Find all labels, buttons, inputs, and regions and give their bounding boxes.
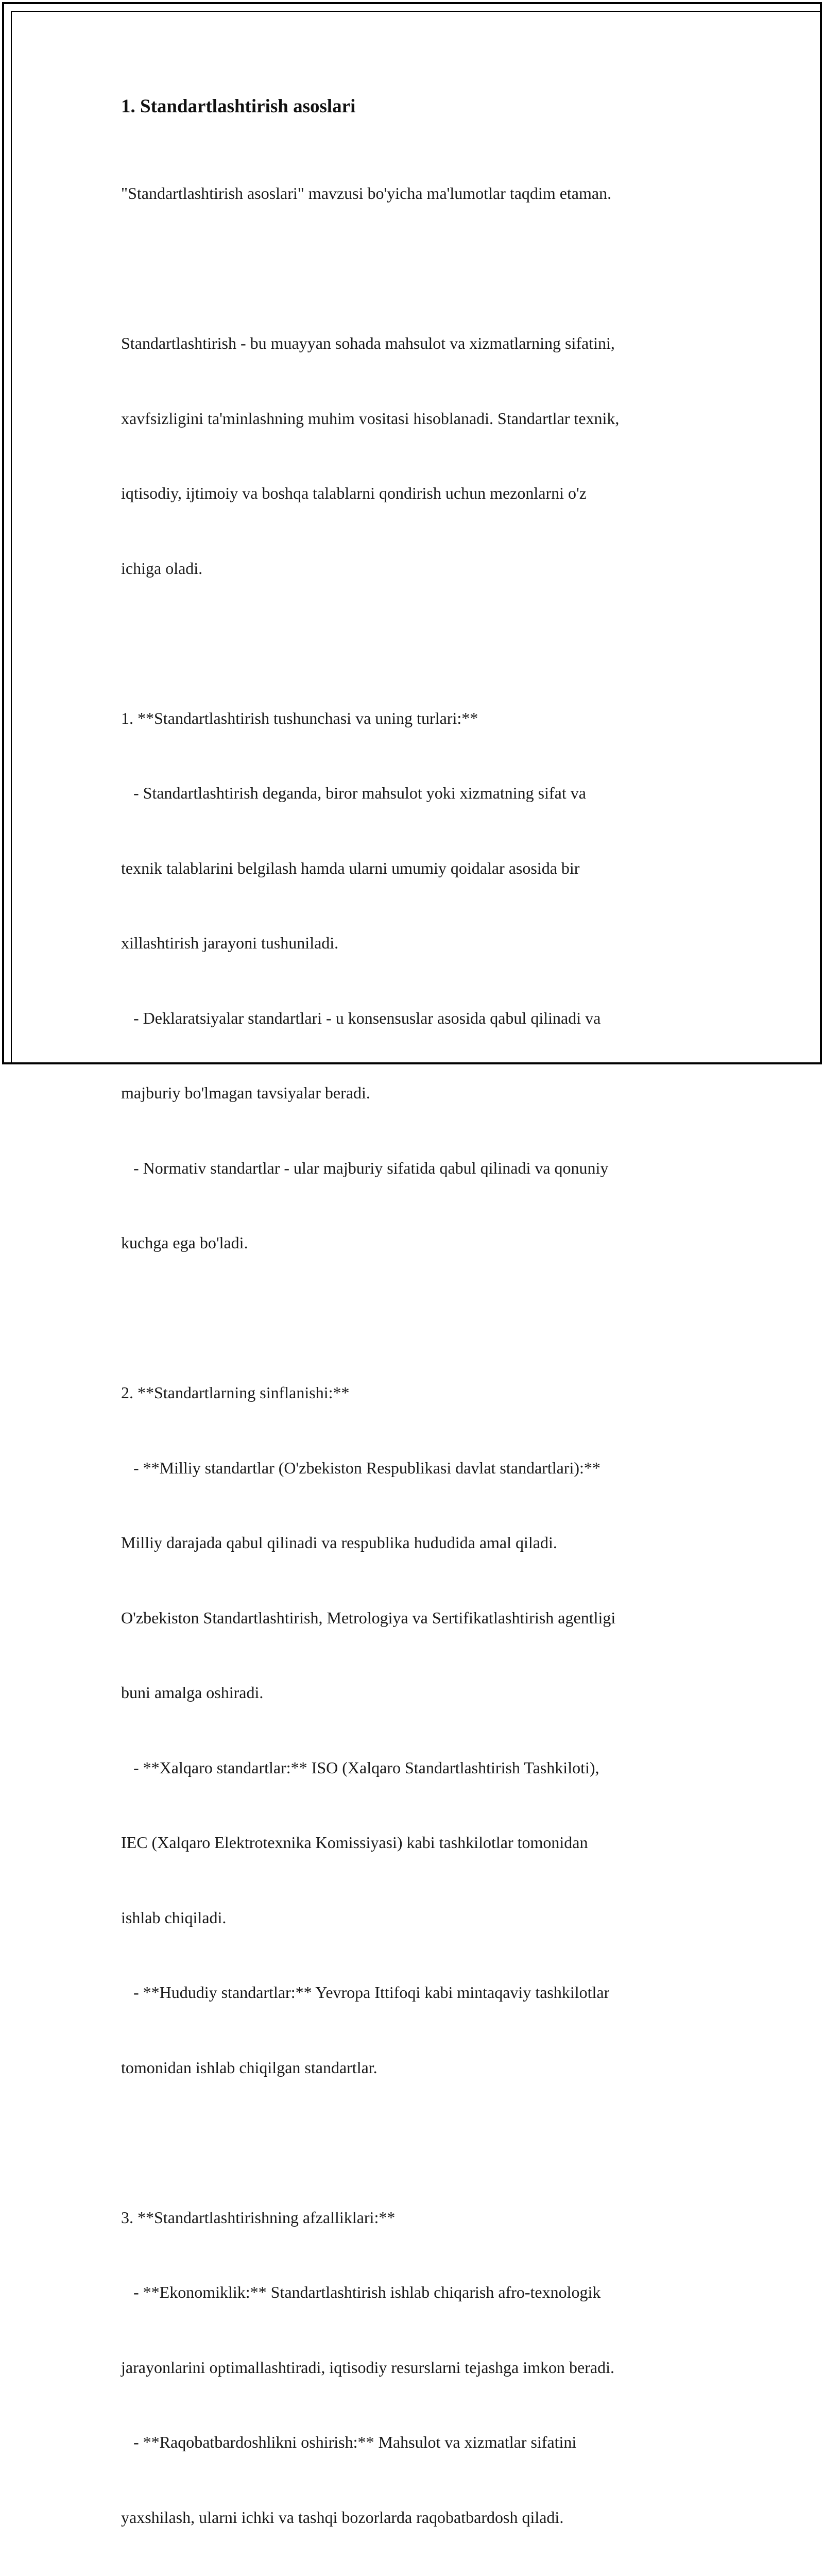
text-line: texnik talablarini belgilash hamda ularni umumiy qoidalar asosida bir	[121, 858, 580, 877]
text-line: jarayonlarini optimallashtiradi, iqtisodiy resurslarni tejashga imkon beradi.	[121, 2358, 614, 2377]
document-content	[121, 94, 708, 2576]
text-line: buni amalga oshiradi.	[121, 1683, 264, 1702]
text-line: Milliy darajada qabul qilinadi va respublika hududida amal qiladi.	[121, 1533, 557, 1552]
text-line: "Standartlashtirish asoslari" mavzusi bo'yicha ma'lumotlar taqdim etaman.	[121, 184, 612, 202]
text-line: xavfsizligini ta'minlashning muhim vositasi hisoblanadi. Standartlar texnik,	[121, 409, 620, 428]
text-line	[121, 256, 708, 281]
text-line: O'zbekiston Standartlashtirish, Metrologiya va Sertifikatlashtirish agentligi	[121, 1608, 616, 1627]
text-line: tomonidan ishlab chiqilgan standartlar.	[121, 2058, 377, 2077]
text-line: kuchga ega bo'ladi.	[121, 1233, 248, 1252]
text-line	[121, 2130, 708, 2155]
text-line: ichiga oladi.	[121, 558, 203, 578]
text-line: majburiy bo'lmagan tavsiyalar beradi.	[121, 1083, 370, 1102]
text-line: - Normativ standartlar - ular majburiy sifatida qabul qilinadi va qonuniy	[121, 1158, 609, 1177]
text-line: 3. **Standartlashtirishning afzalliklari:**	[121, 2208, 396, 2227]
text-line: iqtisodiy, ijtimoiy va boshqa talablarni qondirish uchun mezonlarni o'z	[121, 484, 587, 502]
text-line	[121, 1306, 708, 1331]
document-title: 1. Standartlashtirish asoslari	[121, 96, 356, 117]
text-line: - Deklaratsiyalar standartlari - u konsensuslar asosida qabul qilinadi va	[121, 1008, 601, 1027]
text-line: - **Milliy standartlar (O'zbekiston Respublikasi davlat standartlari):**	[121, 1458, 600, 1477]
text-line: - Standartlashtirish deganda, biror mahsulot yoki xizmatning sifat va	[121, 784, 586, 802]
text-line: ishlab chiqiladi.	[121, 1908, 227, 1927]
text-line: yaxshilash, ularni ichki va tashqi bozorlarda raqobatbardosh qiladi.	[121, 2507, 564, 2527]
text-line: 1. **Standartlashtirish tushunchasi va uning turlari:**	[121, 708, 478, 727]
document-body	[121, 131, 708, 2576]
text-line: IEC (Xalqaro Elektrotexnika Komissiyasi) kabi tashkilotlar tomonidan	[121, 1833, 588, 1852]
text-line: - **Raqobatbardoshlikni oshirish:** Mahsulot va xizmatlar sifatini	[121, 2433, 577, 2451]
text-line: xillashtirish jarayoni tushuniladi.	[121, 934, 339, 952]
text-line	[121, 631, 708, 656]
text-line: - **Hududiy standartlar:** Yevropa Ittifoqi kabi mintaqaviy tashkilotlar	[121, 1983, 610, 2002]
text-line: - **Ekonomiklik:** Standartlashtirish ishlab chiqarish afro-texnologik	[121, 2283, 601, 2301]
text-line: 2. **Standartlarning sinflanishi:**	[121, 1383, 350, 1402]
text-line: Standartlashtirish - bu muayyan sohada mahsulot va xizmatlarning sifatini,	[121, 334, 615, 352]
text-line: - **Xalqaro standartlar:** ISO (Xalqaro Standartlashtirish Tashkiloti),	[121, 1758, 599, 1777]
